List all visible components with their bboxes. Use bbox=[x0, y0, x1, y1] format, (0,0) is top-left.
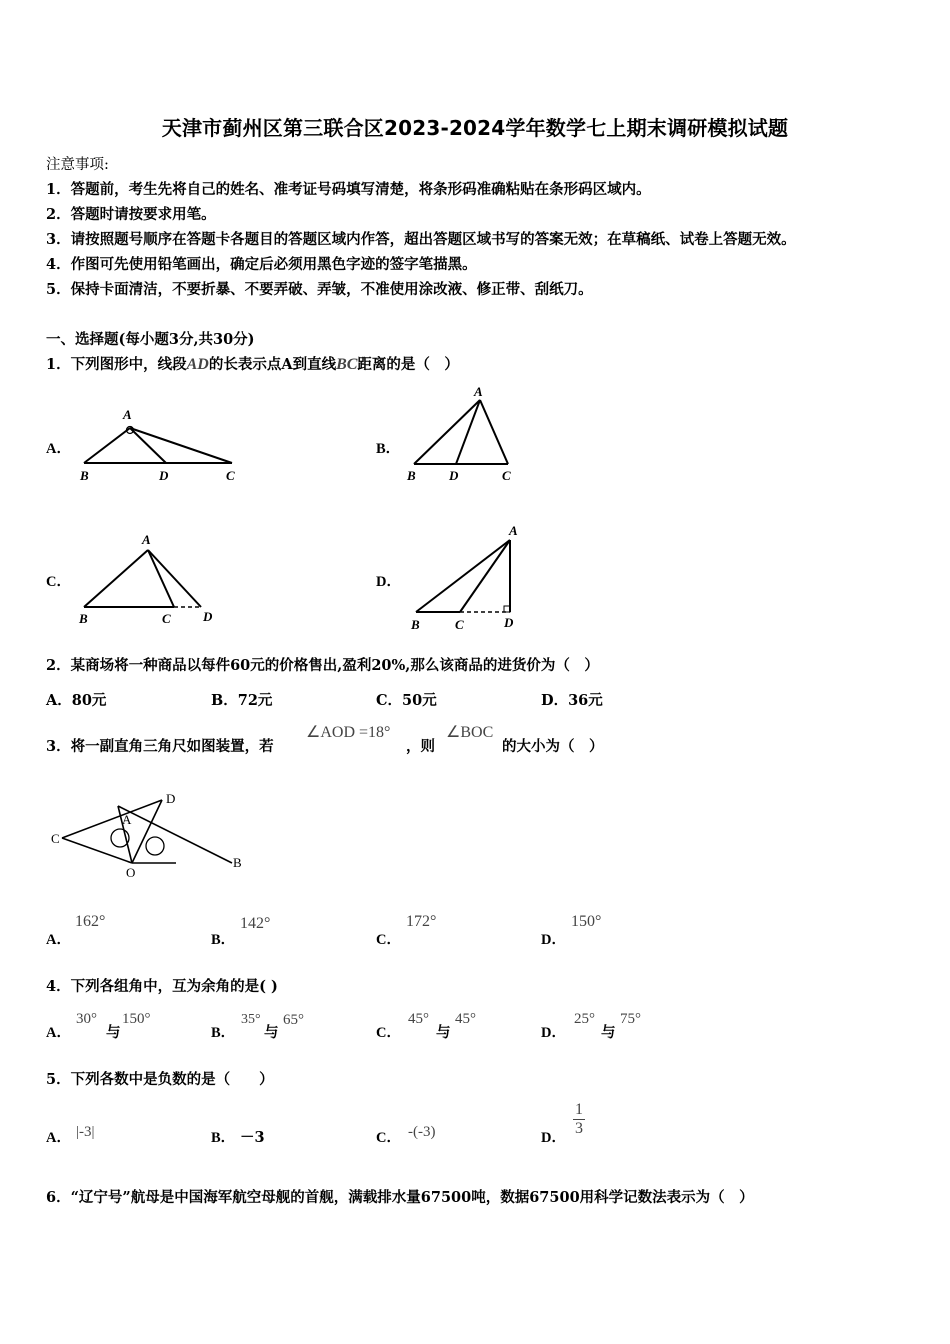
fig-b-label-c: C bbox=[502, 468, 511, 483]
q5-option-c-value: -(-3) bbox=[408, 1124, 436, 1140]
q3-option-b-value: 142° bbox=[240, 915, 271, 932]
q5-option-c-letter: C． bbox=[376, 1130, 401, 1146]
q4-option-b-letter: B． bbox=[211, 1025, 236, 1041]
q1-figure-a bbox=[70, 400, 260, 490]
q1-line: BC bbox=[336, 356, 358, 373]
q4-option-a[interactable] bbox=[46, 1021, 71, 1042]
fig-c-label-b: B bbox=[79, 611, 88, 626]
q2-option-c[interactable]: C．50元 bbox=[376, 692, 437, 709]
question-4: 4．下列各组角中，互为余角的是( ) bbox=[46, 978, 278, 995]
q2-option-b[interactable]: B．72元 bbox=[211, 692, 273, 709]
q4-option-d-second: 75° bbox=[620, 1011, 641, 1027]
q5-option-d[interactable] bbox=[541, 1126, 566, 1147]
q3-fig-label-b: B bbox=[233, 855, 242, 870]
q1-option-a[interactable]: A． bbox=[46, 441, 71, 457]
section-heading: 一、选择题(每小题3分,共30分) bbox=[46, 331, 255, 348]
q3-option-a-letter: A． bbox=[46, 932, 71, 948]
q3-fig-label-o: O bbox=[126, 865, 136, 880]
q1-option-b[interactable]: B． bbox=[376, 441, 401, 457]
q5-option-d-denominator: 3 bbox=[575, 1120, 583, 1137]
q4-option-b-second: 65° bbox=[283, 1012, 304, 1028]
q5-option-a[interactable] bbox=[46, 1126, 71, 1147]
page-title: 天津市蓟州区第三联合区2023-2024学年数学七上期末调研模拟试题 bbox=[161, 116, 789, 140]
q1-text-mid: 的长表示点A到直线 bbox=[208, 356, 337, 373]
notice-item-1: 1．答题前，考生先将自己的姓名、准考证号码填写清楚，将条形码准确粘贴在条形码区域内。 bbox=[46, 181, 651, 198]
q3-figure bbox=[46, 785, 266, 885]
q5-option-c[interactable] bbox=[376, 1126, 401, 1147]
q2-option-d[interactable]: D．36元 bbox=[541, 692, 603, 709]
fig-c-label-a: A bbox=[142, 532, 151, 547]
q3-option-d-value: 150° bbox=[571, 913, 602, 930]
q3-fig-label-c: C bbox=[51, 831, 60, 846]
q5-option-b-letter: B． bbox=[211, 1130, 236, 1146]
q4-option-b-joiner: 与 bbox=[264, 1024, 279, 1041]
q3-option-b-letter: B． bbox=[211, 932, 236, 948]
notice-item-2: 2．答题时请按要求用笔。 bbox=[46, 206, 216, 223]
q4-option-c-joiner: 与 bbox=[436, 1024, 451, 1041]
q4-option-a-joiner: 与 bbox=[106, 1024, 121, 1041]
q3-option-a[interactable] bbox=[46, 928, 71, 949]
fig-a-label-d: D bbox=[159, 468, 169, 483]
notice-heading: 注意事项: bbox=[46, 157, 109, 173]
q4-option-c[interactable] bbox=[376, 1021, 401, 1042]
q3-text-pre: 3．将一副直角三角尺如图装置，若 bbox=[46, 738, 274, 755]
q5-option-a-value: |-3| bbox=[76, 1124, 95, 1140]
q4-option-b-first: 35° bbox=[241, 1012, 261, 1027]
q3-fig-label-d: D bbox=[166, 791, 176, 806]
notice-item-5: 5．保持卡面清洁，不要折暴、不要弄破、弄皱，不准使用涂改液、修正带、刮纸刀。 bbox=[46, 281, 593, 298]
notice-item-4: 4．作图可先使用铅笔画出，确定后必须用黑色字迹的签字笔描黑。 bbox=[46, 256, 477, 273]
q5-option-d-numerator: 1 bbox=[575, 1101, 583, 1118]
question-5: 5．下列各数中是负数的是（ ） bbox=[46, 1071, 274, 1088]
q1-option-d[interactable]: D． bbox=[376, 574, 401, 590]
q1-segment: AD bbox=[186, 356, 209, 373]
q4-option-a-first: 30° bbox=[76, 1011, 97, 1027]
q4-option-c-first: 45° bbox=[408, 1011, 429, 1027]
q3-option-a-value: 162° bbox=[75, 913, 106, 930]
fig-a-label-c: C bbox=[226, 468, 235, 483]
fig-c-label-d: D bbox=[203, 609, 213, 624]
q4-option-b[interactable] bbox=[211, 1021, 235, 1042]
q1-text-post: 距离的是（ ） bbox=[357, 356, 459, 373]
q1-text-pre: 1．下列图形中，线段 bbox=[46, 356, 187, 373]
q1-option-c[interactable]: C． bbox=[46, 574, 71, 590]
fig-c-label-c: C bbox=[162, 611, 171, 626]
question-6: 6．“辽宁号”航母是中国海军航空母舰的首舰，满载排水量67500吨，数据67500用科学记数法表示为（ ） bbox=[46, 1189, 754, 1206]
fig-a-label-a: A bbox=[123, 407, 132, 422]
q4-option-c-second: 45° bbox=[455, 1011, 476, 1027]
q3-option-c-letter: C． bbox=[376, 932, 401, 948]
question-2: 2．某商场将一种商品以每件60元的价格售出,盈利20%,那么该商品的进货价为（ ） bbox=[46, 657, 599, 674]
q3-option-c-value: 172° bbox=[406, 913, 437, 930]
q3-text-post: 的大小为（ ） bbox=[502, 738, 604, 755]
q4-option-d[interactable] bbox=[541, 1021, 566, 1042]
fig-b-label-a: A bbox=[474, 384, 483, 399]
notice-item-3: 3．请按照题号顺序在答题卡各题目的答题区域内作答，超出答题区域书写的答案无效；在草稿纸、试卷上答题无效。 bbox=[46, 231, 796, 248]
q5-option-a-letter: A． bbox=[46, 1130, 71, 1146]
q1-figure-c bbox=[70, 530, 230, 630]
q1-figure-b bbox=[400, 380, 530, 490]
q3-target-angle: ∠BOC bbox=[446, 724, 494, 741]
q5-option-b-value: －3 bbox=[240, 1129, 265, 1146]
question-1 bbox=[46, 353, 459, 374]
q3-condition: ∠AOD =18° bbox=[306, 724, 391, 741]
q1-figure-d bbox=[400, 520, 540, 635]
fig-d-label-b: B bbox=[411, 617, 420, 632]
q2-option-a[interactable]: A．80元 bbox=[46, 692, 107, 709]
fig-d-label-a: A bbox=[509, 523, 518, 538]
q5-option-d-letter: D． bbox=[541, 1130, 566, 1146]
fig-b-label-d: D bbox=[449, 468, 459, 483]
q3-option-d-letter: D． bbox=[541, 932, 566, 948]
fig-d-label-d: D bbox=[504, 615, 514, 630]
q3-option-d[interactable] bbox=[541, 928, 566, 949]
fig-a-label-b: B bbox=[80, 468, 89, 483]
q4-option-d-letter: D． bbox=[541, 1025, 566, 1041]
q3-text-mid: ，则 bbox=[406, 738, 435, 755]
q5-option-d-fraction bbox=[573, 1101, 585, 1138]
fig-d-label-c: C bbox=[455, 617, 464, 632]
q4-option-a-second: 150° bbox=[122, 1011, 151, 1027]
q4-option-a-letter: A． bbox=[46, 1025, 71, 1041]
fig-b-label-b: B bbox=[407, 468, 416, 483]
q3-fig-label-a: A bbox=[122, 812, 132, 827]
q5-option-b[interactable] bbox=[211, 1126, 235, 1147]
q4-option-d-joiner: 与 bbox=[601, 1024, 616, 1041]
q4-option-c-letter: C． bbox=[376, 1025, 401, 1041]
q3-option-b[interactable] bbox=[211, 928, 235, 949]
q4-option-d-first: 25° bbox=[574, 1011, 595, 1027]
q3-option-c[interactable] bbox=[376, 928, 401, 949]
